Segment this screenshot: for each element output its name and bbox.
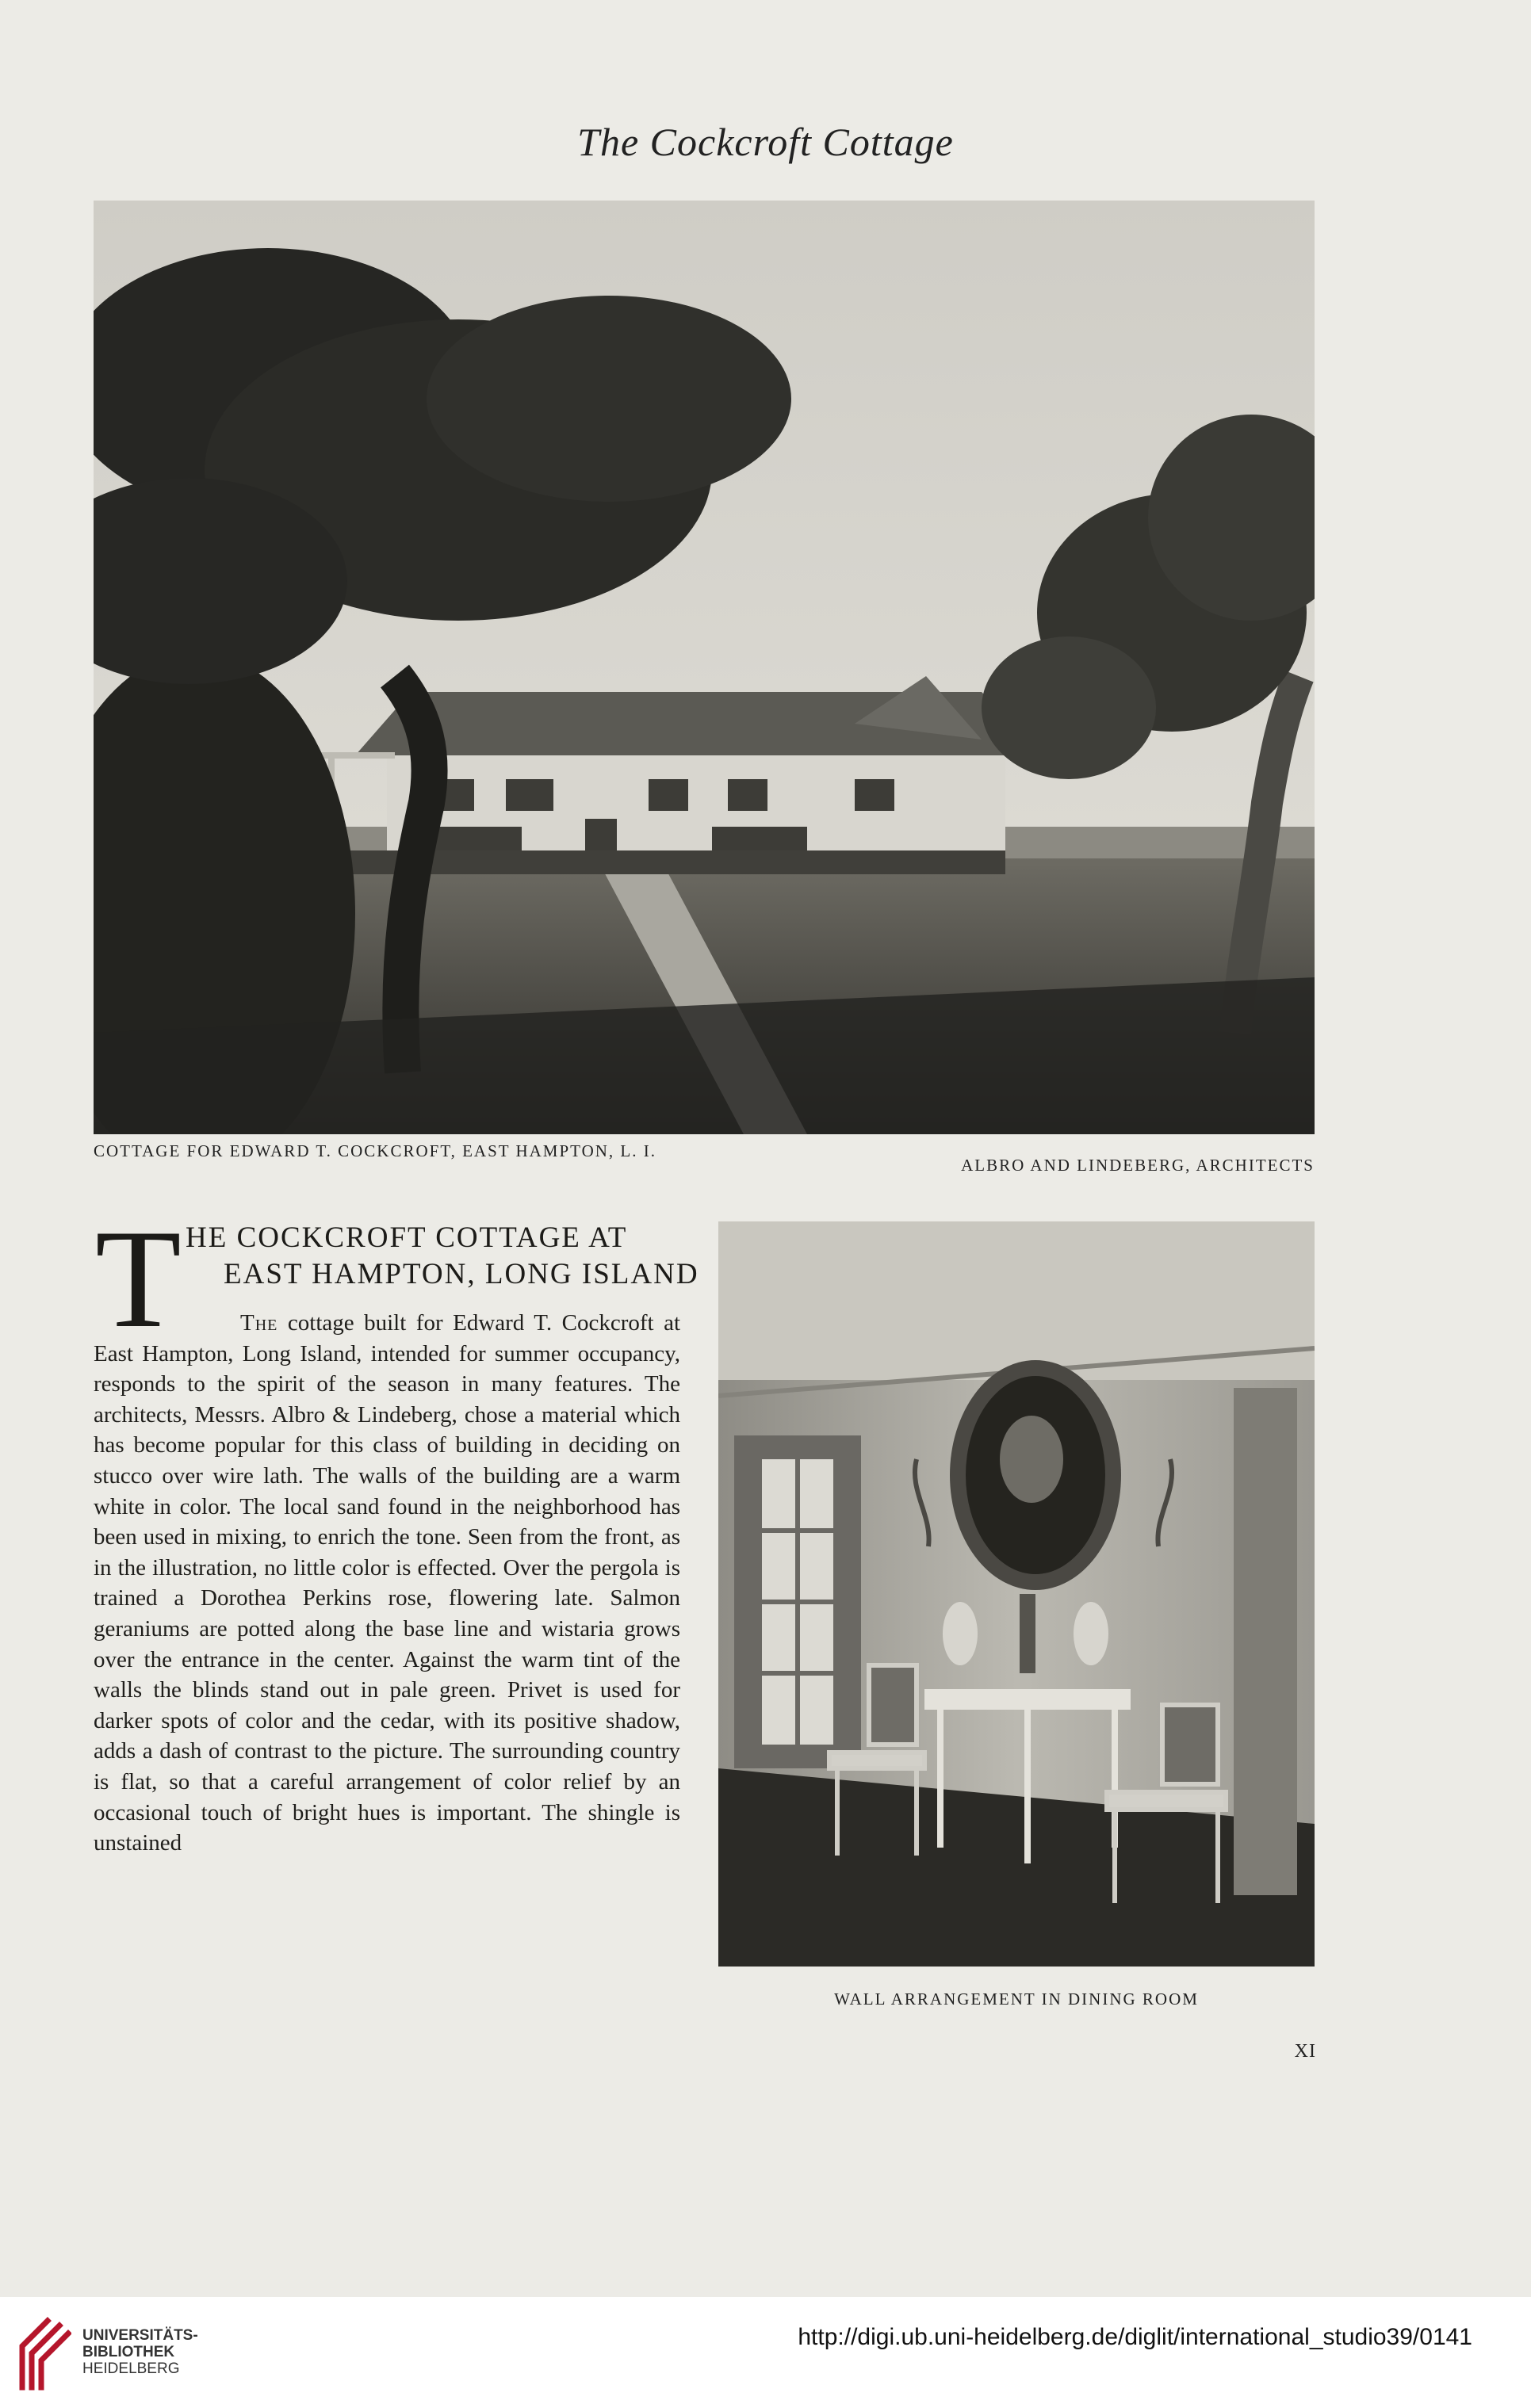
dining-room-image	[718, 1221, 1315, 1967]
library-name-line-3: HEIDELBERG	[82, 2360, 180, 2377]
library-name-line-1: UNIVERSITÄTS-	[82, 2327, 198, 2344]
dining-room-caption: WALL ARRANGEMENT IN DINING ROOM	[834, 1989, 1199, 2009]
article-title-line-1: HE COCKCROFT COTTAGE AT	[186, 1221, 628, 1254]
page-number: XI	[1294, 2041, 1316, 2062]
cottage-exterior-photo	[94, 201, 1315, 1134]
article-body-text: cottage built for Edward T. Cockcroft at East Hampton, Long Island, intended for summer occupancy, responds to the spirit of the season in many features. The architects, Messrs. Albro & Lindeberg, chose a material which has become popular for this class of building in deciding on stucco over wire lath. The walls of the building are a warm white in color. The local sand found in the neighborhood has been used in mixing, to enrich the tone. Seen from the front, as in the illustration, no little color is effected. Over the pergola is trained a Dorothea Perkins rose, flowering late. Salmon geraniums are potted along the base line and wistaria grows over the entrance in the center. Against the warm tint of the walls the blinds stand out in pale green. Privet is used for darker spots of color and the cedar, with its positive shadow, adds a dash of contrast to the picture. The surrounding country is flat, so that a careful arrangement of color relief by an occasional touch of bright hues is important. The shingle is unstained	[94, 1310, 681, 1856]
exterior-caption-title: COTTAGE FOR EDWARD T. COCKCROFT, EAST HAMPTON, L. I.	[94, 1141, 656, 1160]
library-name	[82, 2327, 198, 2377]
drop-cap: T	[95, 1200, 182, 1357]
article-lead-word: The	[240, 1310, 278, 1336]
dining-room-photo	[718, 1221, 1315, 1967]
library-footer	[0, 2297, 1531, 2408]
exterior-caption-architects: ALBRO AND LINDEBERG, ARCHITECTS	[961, 1156, 1315, 1175]
library-name-line-2: BIBLIOTHEK	[82, 2344, 175, 2360]
article-body	[94, 1308, 680, 1859]
running-head: The Cockcroft Cottage	[577, 120, 954, 164]
article-title-line-2: EAST HAMPTON, LONG ISLAND	[224, 1258, 699, 1290]
library-logo-icon	[16, 2314, 71, 2394]
cottage-exterior-image	[94, 201, 1315, 1134]
source-url[interactable]: http://digi.ub.uni-heidelberg.de/diglit/international_studio39/0141	[798, 2324, 1472, 2350]
